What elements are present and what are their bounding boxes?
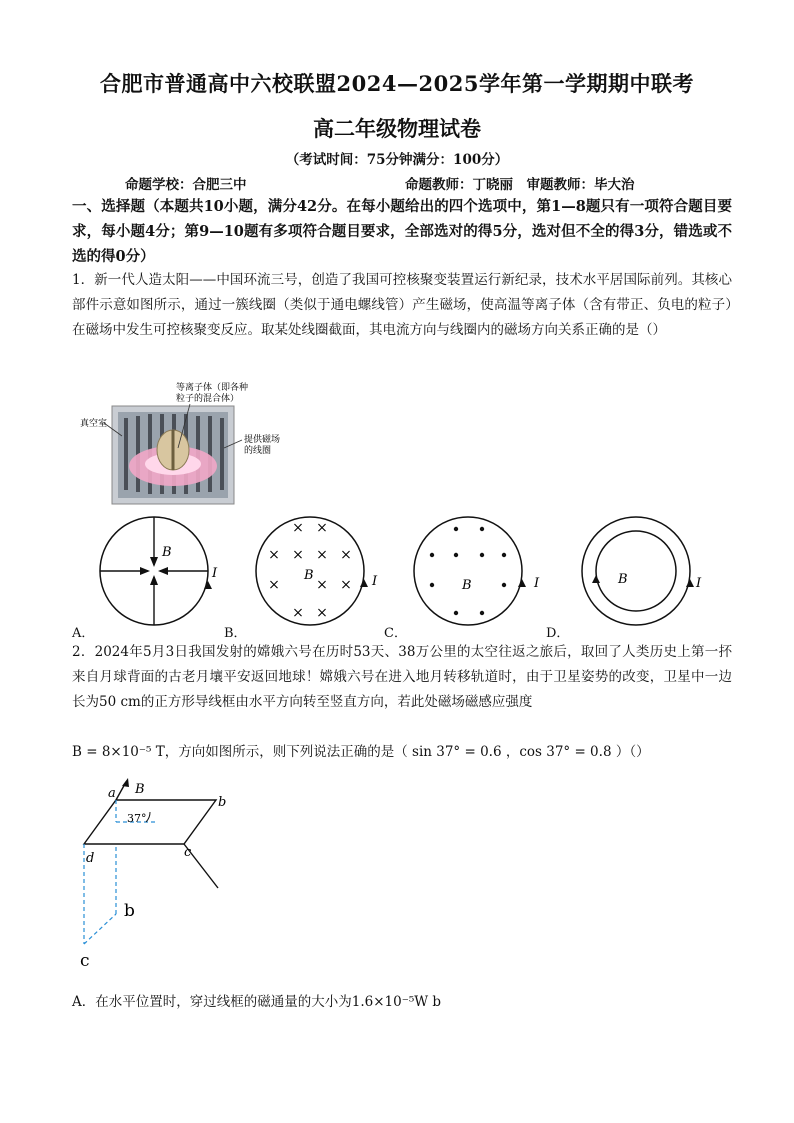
cross-mark: × [316, 605, 328, 621]
section-heading: 一、选择题（本题共10小题，满分42分。在每小题给出的四个选项中，第1—8题只有一项符合题目要求，每小题4分；第9—10题有多项符合题目要求，全部选对的得5分，选对但不全的得3分，错选或不选的得0分） [72, 198, 732, 265]
question-2-text: 2．2024年5月3日我国发射的嫦娥六号在历时53天、38万公里的太空往返之旅后，取回了人类历史上第一抔来自月球背面的古老月壤平安返回地球！嫦娥六号在进入地月转移轨道时，由于卫星姿势的改变，卫星中一边长为50 cm的正方形导线框由水平方向转至竖直方向，若此处磁场磁感应强度 [72, 644, 732, 710]
option-a-diagram [92, 515, 232, 627]
exam-time-info: （考试时间：75分钟满分：100分） [285, 152, 509, 168]
vertex-b-label: b [218, 795, 227, 810]
cross-mark: × [268, 577, 280, 593]
option-b-label: B． [224, 626, 247, 641]
field-label-b: B [304, 568, 314, 583]
question-2-formula: B = 8×10⁻⁵ T，方向如图所示，则下列说法正确的是（ sin 37° = 0.6 ，cos 37° = 0.8 ）（） [72, 744, 650, 760]
plasma-label-line2: 粒子的混合体） [176, 394, 240, 404]
exam-title: 合肥市普通高中六校联盟2024—2025学年第一学期期中联考 [100, 71, 694, 96]
option-b-diagram [248, 515, 388, 627]
current-label-i: I [696, 576, 702, 591]
cross-mark: × [340, 547, 352, 563]
current-label-i: I [372, 574, 378, 589]
coil-label-line1: 提供磁场 [244, 435, 281, 445]
current-label-i: I [212, 566, 218, 581]
exam-subtitle: 高二年级物理试卷 [313, 116, 481, 141]
cross-mark: × [268, 547, 280, 563]
square-loop-figure [72, 778, 252, 978]
tokamak-figure [78, 378, 318, 508]
cross-mark: × [292, 547, 304, 563]
setter-teachers: 命题教师：丁晓丽 审题教师：毕大治 [405, 177, 635, 193]
option-c-diagram [412, 515, 552, 627]
cross-mark: × [316, 577, 328, 593]
question-2-option-a: A．在水平位置时，穿过线框的磁通量的大小为1.6×10⁻⁵W b [72, 994, 442, 1010]
field-label-b: B [462, 578, 472, 593]
plasma-label-line1: 等离子体（即各种 [176, 383, 249, 393]
setter-school: 命题学校：合肥三中 [125, 177, 247, 193]
question-1-text: 1．新一代人造太阳——中国环流三号，创造了我国可控核聚变装置运行新纪录，技术水平居国际前列。其核心部件示意如图所示，通过一簇线圈（类似于通电螺线管）产生磁场，使高温等离子体（含有带正、负电的粒子）在磁场中发生可控核聚变反应。取某处线圈截面，其电流方向与线圈内的磁场方向关系正确的是（） [72, 272, 732, 338]
cross-mark: × [292, 520, 304, 536]
field-label-b: B [618, 572, 628, 587]
cross-mark: × [292, 605, 304, 621]
rotated-vertex-c-label: c [80, 951, 90, 971]
vertex-d-label: d [86, 851, 95, 866]
coil-label-line2: 的线圈 [244, 446, 272, 456]
option-a-label: A． [72, 626, 95, 641]
field-label-b: B [162, 545, 172, 560]
option-c-label: C． [384, 626, 407, 641]
cross-mark: × [316, 547, 328, 563]
current-label-i: I [534, 576, 540, 591]
cross-mark: × [316, 520, 328, 536]
vertex-a-label: a [108, 786, 116, 801]
option-d-diagram [576, 515, 716, 627]
field-b-label: B [135, 782, 145, 797]
angle-label: 37° [127, 812, 147, 825]
rotated-vertex-b-label: b [124, 901, 135, 921]
vertex-c-label: c [184, 845, 192, 860]
option-d-label: D． [546, 626, 570, 641]
cross-mark: × [340, 577, 352, 593]
vacuum-chamber-label: 真空室 [80, 419, 108, 429]
